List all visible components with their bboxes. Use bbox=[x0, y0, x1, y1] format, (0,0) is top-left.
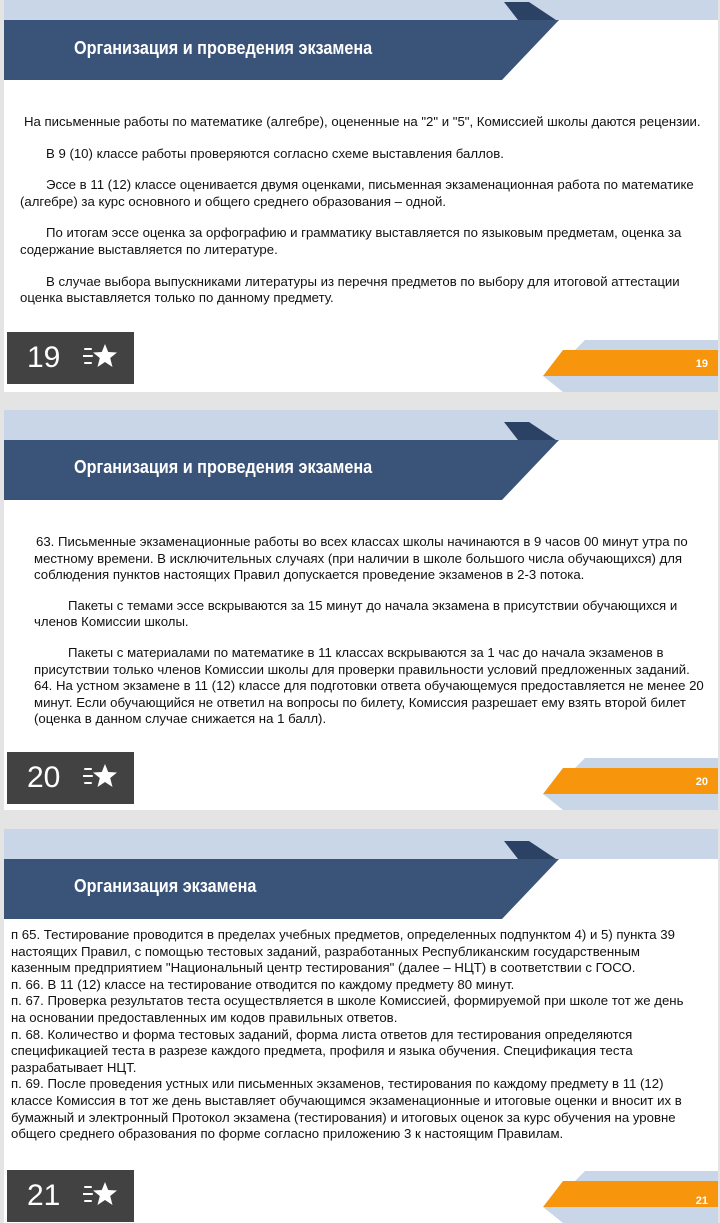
slide-badge[interactable] bbox=[7, 752, 134, 804]
footer-light-stripe bbox=[575, 758, 718, 768]
page-number: 19 bbox=[695, 358, 708, 370]
star-motion-icon[interactable] bbox=[83, 763, 119, 794]
slide-content bbox=[20, 534, 704, 728]
slide-19[interactable] bbox=[4, 0, 718, 392]
paragraph: 63. Письменные экзаменационные работы во всех классах школы начинаются в 9 часов 00 минут утра по местному времени. В исключительных случаях (при наличии в школе большого числа обучающихся) для соблюдения пунктов настоящих Правил допускается проведение экзаменов в 2-3 потока. bbox=[34, 534, 688, 583]
badge-number: 19 bbox=[27, 341, 61, 374]
slide-badge[interactable] bbox=[7, 1170, 134, 1222]
footer-light-stripe-bottom bbox=[543, 794, 718, 810]
footer-light-stripe bbox=[575, 1171, 718, 1181]
slide-20[interactable] bbox=[4, 410, 718, 810]
slide-title: Организация и проведения экзамена bbox=[74, 457, 373, 477]
header-banner bbox=[4, 829, 718, 921]
paragraph: Пакеты с материалами по математике в 11 классах вскрываются за 1 час до начала экзаменов в присутствии только членов Комиссии школы для проверки правильности условий предложенных заданий. bbox=[34, 644, 690, 677]
page-number: 20 bbox=[695, 776, 708, 788]
paragraph: п. 69. После проведения устных или письменных экзаменов, тестирования по каждому предмету в 11 (12) классе Комиссия в тот же день выставляет обучающимся экзаменационные и итоговые оценки и вносит их в бумажный и электронный Протокол экзамена (тестирования) и итоговых оценок за курс обучения на уровне общего среднего образования по форме согласно приложению 3 к настоящим Правилам. bbox=[11, 1076, 682, 1142]
paragraph: На письменные работы по математике (алгебре), оцененные на "2" и "5", Комиссией школы даются рецензии. bbox=[24, 114, 701, 129]
paragraph: 64. На устном экзамене в 11 (12) классе для подготовки ответа обучающемуся предоставляется не менее 20 минут. Если обучающийся не ответил на вопросы по билету, Комиссия разрешает ему взять второй билет (оценка в данном случае снижается на 1 балл). bbox=[34, 678, 704, 727]
slide-badge[interactable] bbox=[7, 332, 134, 384]
footer-decoration bbox=[543, 1171, 718, 1223]
paragraph: Пакеты с темами эссе вскрываются за 15 минут до начала экзамена в присутствии обучающихся и членов Комиссии школы. bbox=[34, 597, 678, 630]
slide-content bbox=[11, 927, 694, 1143]
header-light-stripe bbox=[4, 829, 718, 859]
paragraph: п. 67. Проверка результатов теста осуществляется в школе Комиссией, формируемой при школе тот же день на основании предоставленных им кодов правильных ответов. bbox=[11, 993, 684, 1025]
star-motion-icon[interactable] bbox=[83, 343, 119, 374]
star-motion-icon[interactable] bbox=[83, 1181, 119, 1212]
page-number: 21 bbox=[695, 1195, 708, 1207]
slide-21[interactable] bbox=[4, 829, 718, 1223]
footer-light-stripe bbox=[575, 340, 718, 350]
footer-light-stripe-bottom bbox=[543, 376, 718, 392]
slide-title: Организация экзамена bbox=[74, 876, 257, 896]
footer-decoration bbox=[543, 340, 718, 392]
paragraph: В случае выбора выпускниками литературы из перечня предметов по выбору для итоговой аттестации оценка выставляется только по данному предмету. bbox=[20, 273, 680, 306]
header-light-stripe bbox=[4, 410, 718, 440]
header-light-stripe bbox=[4, 0, 718, 20]
slide-title: Организация и проведения экзамена bbox=[74, 38, 373, 58]
paragraph: В 9 (10) классе работы проверяются согласно схеме выставления баллов. bbox=[46, 145, 504, 161]
badge-number: 21 bbox=[27, 1179, 61, 1212]
paragraph: п 65. Тестирование проводится в пределах учебных предметов, определенных подпунктом 4) и 5) пункта 39 настоящих Правил, с помощью тестовых заданий, разработанных Республиканским государственным казенным предприятием "Национальный центр тестирования" (далее – НЦТ) в соответствии с ГОСО. bbox=[11, 927, 675, 976]
footer-orange-bar bbox=[543, 350, 718, 376]
paragraph: Эссе в 11 (12) классе оценивается двумя оценками, письменная экзаменационная работа по математике (алгебре) за курс основного и общего среднего образования – одной. bbox=[20, 177, 694, 209]
footer-orange-bar bbox=[543, 768, 718, 794]
paragraph: п. 66. В 11 (12) классе на тестирование отводится по каждому предмету 80 минут. bbox=[11, 976, 515, 992]
footer-orange-bar bbox=[543, 1181, 718, 1207]
paragraph: п. 68. Количество и форма тестовых заданий, форма листа ответов для тестирования определяются спецификацией теста в разрезе каждого предмета, профиля и языка обучения. Спецификация теста разрабатывает НЦТ. bbox=[11, 1026, 633, 1075]
footer-decoration bbox=[543, 758, 718, 810]
header-banner bbox=[4, 410, 718, 502]
paragraph: По итогам эссе оценка за орфографию и грамматику выставляется по языковым предметам, оценка за содержание выставляется по литературе. bbox=[20, 225, 682, 257]
footer-light-stripe-bottom bbox=[543, 1207, 718, 1223]
badge-number: 20 bbox=[27, 761, 61, 794]
slide-content bbox=[20, 114, 708, 307]
